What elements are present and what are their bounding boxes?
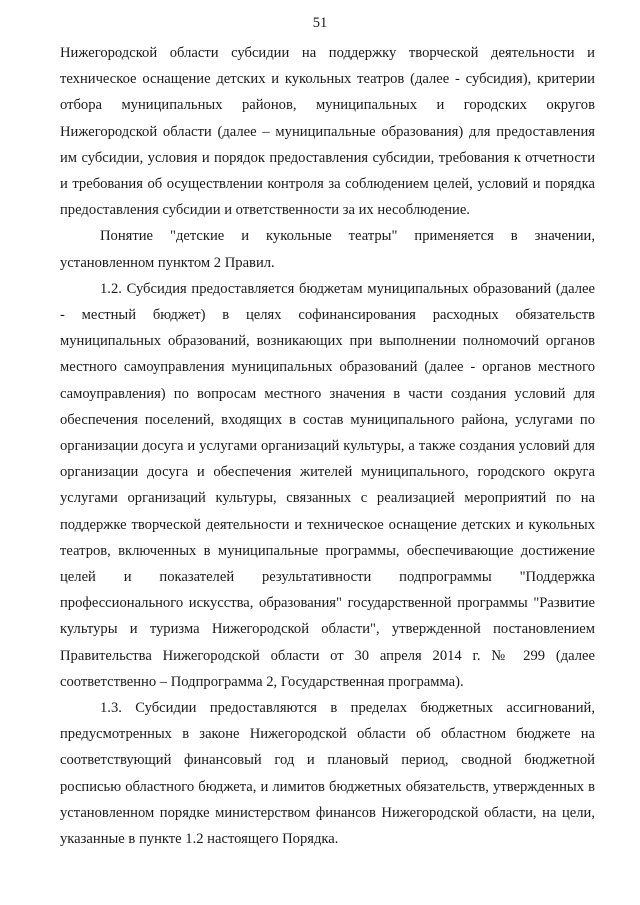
paragraph-definition: Понятие "детские и кукольные театры" применяется в значении, установленном пунктом 2 Правил. — [60, 228, 595, 271]
paragraph-clause-1-3: 1.3. Субсидии предоставляются в пределах бюджетных ассигнований, предусмотренных в законе Нижегородской области об областном бюджете на соответствующий финансовый год и плановый период, сводной бюджетной росписью областного бюджета, и лимитов бюджетных обязательств, утвержденных в установленном порядке министерством финансов Нижегородской области, на цели, указанные в пункте 1.2 настоящего Порядка. — [60, 700, 595, 848]
paragraph-clause-1-2: 1.2. Субсидия предоставляется бюджетам муниципальных образований (далее - местный бюджет) в целях софинансирования расходных обязательств муниципальных образований, возникающих при выполнении полномочий органов местного самоуправления муниципальных образований (далее - органов местного самоуправления) по вопросам местного значения в части создания условий для обеспечения поселений, входящих в состав муниципального района, услугами по организации досуга и услугами организаций культуры, а также создания условий для организации досуга и обеспечения жителей муниципального, городского округа услугами организаций культуры, связанных с реализацией мероприятий по на поддержке творческой деятельности и техническое оснащение детских и кукольных театров, включенных в муниципальные программы, обеспечивающие достижение целей и показателей результативности подпрограммы "Поддержка профессионального искусства, образования" государственной программы "Развитие культуры и туризма Нижегородской области", утвержденной постановлением Правительства Нижегородской области от 30 апреля 2014 г. № 299 (далее соответственно – Подпрограмма 2, Государственная программа). — [60, 280, 595, 690]
page-number: 51 — [312, 15, 328, 31]
document-body — [60, 40, 595, 852]
paragraph-intro: Нижегородской области субсидии на поддержку творческой деятельности и техническое оснащение детских и кукольных театров (далее - субсидия), критерии отбора муниципальных районов, муниципальных и городских округов Нижегородской области (далее – муниципальные образования) для предоставления им субсидии, условия и порядок предоставления субсидии, требования к отчетности и требования об осуществлении контроля за соблюдением целей, условий и порядка предоставления субсидии и ответственности за их несоблюдение. — [60, 45, 595, 219]
